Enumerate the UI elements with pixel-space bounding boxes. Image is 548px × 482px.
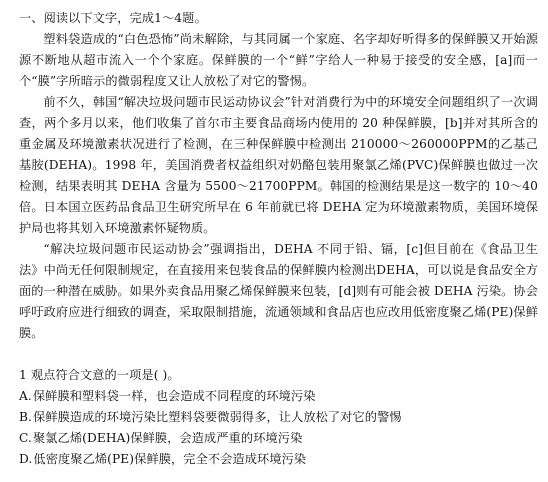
option-d bbox=[19, 449, 538, 470]
option-letter: B. bbox=[19, 410, 33, 424]
option-b bbox=[19, 407, 538, 428]
question-stem: 1 观点符合文意的一项是( )。 bbox=[19, 368, 180, 382]
blank-line bbox=[19, 344, 538, 365]
option-letter: A. bbox=[19, 389, 32, 403]
option-letter: D. bbox=[19, 452, 33, 466]
option-text: 保鲜膜和塑料袋一样，也会造成不同程度的环境污染 bbox=[32, 389, 316, 403]
section-heading: 一、阅读以下文字，完成1～4题。 bbox=[19, 11, 207, 25]
option-a bbox=[19, 386, 538, 407]
option-text: 低密度聚乙烯(PE)保鲜膜，完全不会造成环境污染 bbox=[33, 452, 307, 466]
option-c bbox=[19, 428, 538, 449]
option-letter: C. bbox=[19, 431, 32, 445]
passage-paragraph-1: 塑料袋造成的“白色恐怖”尚未解除，与其同属一个家庭、名字却好听得多的保鲜膜又开始源源不断地从超市流入一个个家庭。保鲜膜的一个“鲜”字给人一种易于接受的安全感，[a]而一个“膜”字所暗示的微弱程度又让人放松了对它的警惕。 bbox=[19, 32, 538, 88]
passage-paragraph-3: “解决垃圾问题市民运动协会”强调指出，DEHA 不同于铅、镉，[c]但目前在《食品卫生法》中尚无任何限制规定，在直接用来包装食品的保鲜膜内检测出DEHA，可以说是食品安全方面的一种潜在威胁。如果外卖食品用聚乙烯保鲜膜来包装，[d]则有可能会被 DEHA 污染。协会呼吁政府应进行细致的调查，采取限制措施，流通领域和食品店也应改用低密度聚乙烯(PE)保鲜膜。 bbox=[19, 242, 538, 340]
option-text: 保鲜膜造成的环境污染比塑料袋要微弱得多，让人放松了对它的警惕 bbox=[33, 410, 402, 424]
option-text: 聚氯乙烯(DEHA)保鲜膜，会造成严重的环境污染 bbox=[32, 431, 303, 445]
passage-paragraph-2: 前不久，韩国“解决垃圾问题市民运动协议会”针对消费行为中的环境安全问题组织了一次调查，两个多月以来，他们收集了首尔市主要食品商场内使用的 20 种保鲜膜，[b]并对其所含的重金属及环境激素状况进行了检测，在三种保鲜膜中检测出 210000～260000PPM的乙基己基胺(DEHA)。1998 年，美国消费者权益组织对奶酪包装用聚氯乙烯(PVC)保鲜膜也做过一次检测，结果表明其 DEHA 含量为 5500～21700PPM。韩国的检测结果是这一数字的 10～40 倍。日本国立医药品食品卫生研究所早在 6 年前就已将 DEHA 定为环境激素物质，美国环境保护局也将其划入环境激素怀疑物质。 bbox=[19, 95, 538, 235]
